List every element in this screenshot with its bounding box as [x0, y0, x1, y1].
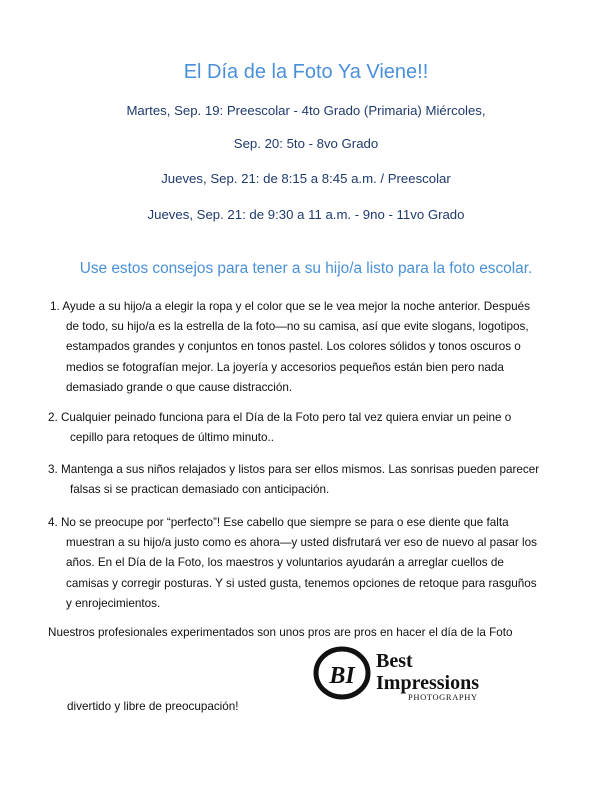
tip-line: de todo, su hijo/a es la estrella de la foto—no su camisa, así que evite slogans, logotipos, — [66, 320, 529, 334]
logo-graphic — [312, 640, 492, 710]
tips-subtitle: Use estos consejos para tener a su hijo/a listo para la foto escolar. — [79, 260, 533, 277]
tip-4 — [48, 513, 537, 614]
tip-line: muestran a su hijo/a justo como es ahora—y usted disfrutará ver eso de nuevo al pasar los — [66, 536, 537, 550]
tip-line: demasiado grande o que cause distracción. — [66, 380, 293, 394]
logo-word-impressions: Impressions — [376, 672, 479, 694]
schedule-line-3: Jueves, Sep. 21: de 8:15 a 8:45 a.m. / Preescolar — [161, 171, 451, 186]
tip-line: y enrojecimientos. — [66, 596, 161, 610]
tip-line: camisas y corregir posturas. Y si usted gusta, tenemos opciones de retoque para rasguños — [66, 576, 537, 590]
tip-line: 4. No se preocupe por “perfecto”! Ese cabello que siempre se para o ese diente que falta — [48, 516, 509, 529]
closing-line-1: Nuestros profesionales experimentados son unos pros are pros en hacer el día de la Foto — [48, 626, 513, 639]
schedule-line-1: Martes, Sep. 19: Preescolar - 4to Grado (Primaria) Miércoles, — [126, 103, 486, 118]
tip-1 — [50, 297, 530, 398]
logo-monogram: BI — [329, 663, 355, 689]
schedule-line-4: Jueves, Sep. 21: de 9:30 a 11 a.m. - 9no - 11vo Grado — [147, 207, 465, 222]
schedule-line-2: Sep. 20: 5to - 8vo Grado — [233, 136, 379, 151]
tip-line: 2. Cualquier peinado funciona para el Día de la Foto pero tal vez quiera enviar un peine o — [48, 411, 512, 424]
best-impressions-logo — [312, 640, 492, 710]
logo-tagline: PHOTOGRAPHY — [408, 692, 478, 702]
tip-line: falsas si se practican demasiado con anticipación. — [70, 483, 330, 497]
logo-word-best: Best — [376, 650, 413, 672]
tip-line: 3. Mantenga a sus niños relajados y listos para ser ellos mismos. Las sonrisas pueden parecer — [48, 463, 540, 476]
tip-3 — [48, 460, 539, 500]
tip-line: 1. Ayude a su hijo/a a elegir la ropa y el color que se le vea mejor la noche anterior. Después — [50, 300, 530, 313]
page-title: El Día de la Foto Ya Viene!! — [183, 61, 429, 83]
tip-line: estampados grandes y conjuntos en tonos pastel. Los colores sólidos y tonos oscuros o — [66, 340, 521, 354]
tip-line: cepillo para retoques de último minuto.. — [70, 431, 274, 445]
tip-line: medios se fotografían mejor. La joyería y accesorios pequeños están bien pero nada — [66, 360, 504, 374]
closing-line-2: divertido y libre de preocupación! — [67, 700, 239, 713]
tip-line: años. En el Día de la Foto, los maestros y voluntarios ayudarán a arreglar cuellos de — [66, 556, 504, 570]
tip-2 — [48, 408, 511, 448]
